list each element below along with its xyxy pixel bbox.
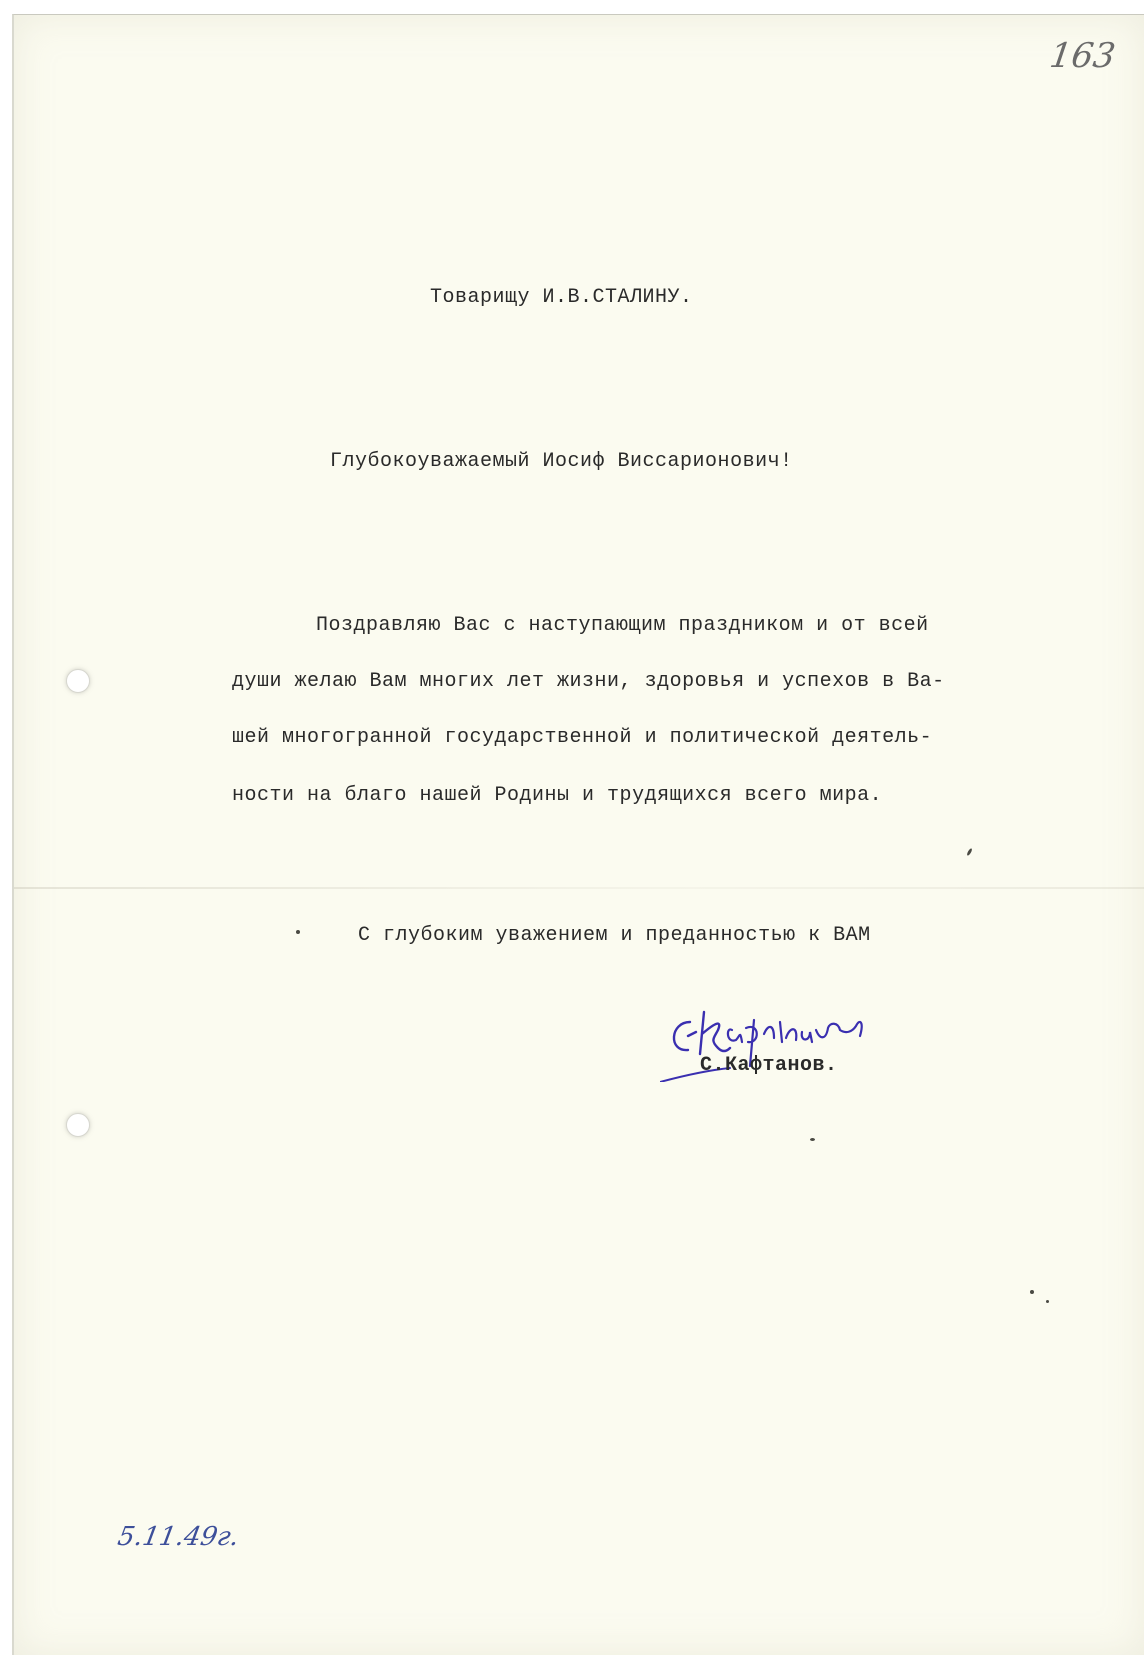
paper-speck <box>1046 1300 1049 1303</box>
typed-signature: С.Кафтанов. <box>700 1054 838 1077</box>
paper-speck <box>296 930 300 934</box>
paper-speck <box>1030 1290 1034 1294</box>
paper-speck <box>810 1138 815 1141</box>
handwritten-date: 5.11.49г. <box>115 1522 242 1552</box>
salutation-line: Глубокоуважаемый Иосиф Виссарионович! <box>330 450 793 473</box>
body-line: ности на благо нашей Родины и трудящихся всего мира. <box>232 784 883 807</box>
paper-fold-line <box>14 887 1144 889</box>
archive-folio-number: 163 <box>1047 36 1118 76</box>
paper-sheet <box>12 14 1144 1655</box>
body-line: Поздравляю Вас с наступающим праздником и от всей <box>316 614 929 637</box>
body-line: шей многогранной государственной и политической деятель- <box>232 726 933 749</box>
punch-hole-bottom <box>66 1113 90 1137</box>
closing-line: С глубоким уважением и преданностью к ВАМ <box>358 924 871 947</box>
body-line: души желаю Вам многих лет жизни, здоровья и успехов в Ва- <box>232 670 945 693</box>
addressee-line: Товарищу И.В.СТАЛИНУ. <box>430 286 693 309</box>
punch-hole-top <box>66 669 90 693</box>
